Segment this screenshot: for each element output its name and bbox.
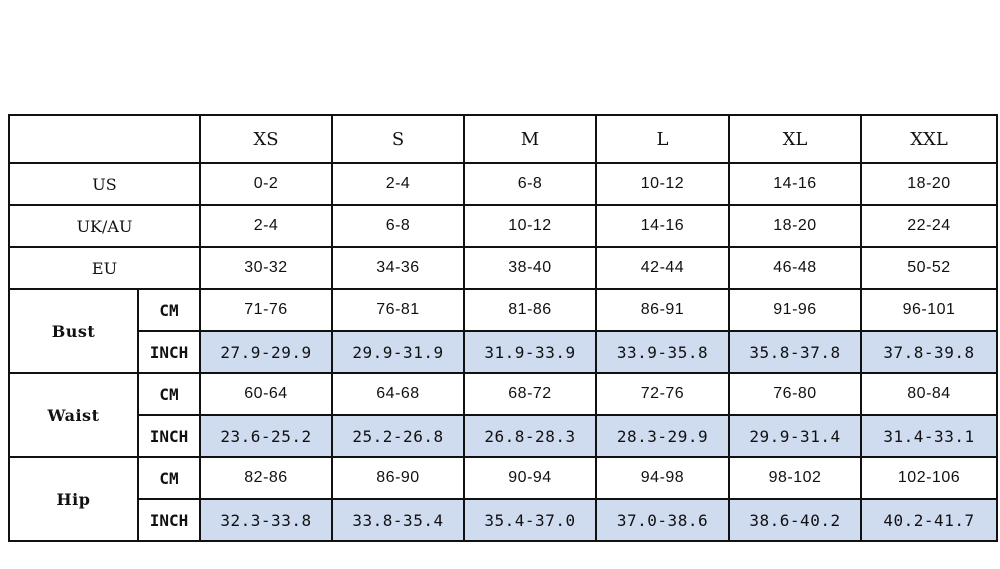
measurement-cm-row [9,457,997,499]
cm-value-cell: 90-94 [464,457,596,499]
region-row [9,247,997,289]
cm-value-cell: 94-98 [596,457,729,499]
region-size-cell: 6-8 [332,205,464,247]
region-size-cell: 18-20 [861,163,997,205]
region-size-cell: 34-36 [332,247,464,289]
inch-value-cell: 37.0-38.6 [596,499,729,541]
size-header-cell: XS [200,115,332,163]
cm-value-cell: 82-86 [200,457,332,499]
size-header-cell: M [464,115,596,163]
region-size-cell: 22-24 [861,205,997,247]
inch-value-cell: 27.9-29.9 [200,331,332,373]
cm-value-cell: 96-101 [861,289,997,331]
measurement-label: Waist [9,373,138,457]
measurement-inch-row [9,331,997,373]
unit-label-cm: CM [138,289,200,331]
cm-value-cell: 72-76 [596,373,729,415]
measurement-inch-row [9,499,997,541]
size-chart-table [8,114,998,542]
measurement-label: Bust [9,289,138,373]
size-header-cell: S [332,115,464,163]
size-header-cell: XL [729,115,861,163]
region-size-cell: 42-44 [596,247,729,289]
cm-value-cell: 80-84 [861,373,997,415]
cm-value-cell: 71-76 [200,289,332,331]
region-size-cell: 10-12 [596,163,729,205]
inch-value-cell: 40.2-41.7 [861,499,997,541]
inch-value-cell: 32.3-33.8 [200,499,332,541]
unit-label-inch: INCH [138,415,200,457]
region-size-cell: 2-4 [332,163,464,205]
cm-value-cell: 81-86 [464,289,596,331]
inch-value-cell: 29.9-31.9 [332,331,464,373]
cm-value-cell: 60-64 [200,373,332,415]
inch-value-cell: 38.6-40.2 [729,499,861,541]
measurement-label: Hip [9,457,138,541]
cm-value-cell: 98-102 [729,457,861,499]
measurement-inch-row [9,415,997,457]
unit-label-inch: INCH [138,331,200,373]
cm-value-cell: 64-68 [332,373,464,415]
region-size-cell: 46-48 [729,247,861,289]
cm-value-cell: 76-81 [332,289,464,331]
inch-value-cell: 26.8-28.3 [464,415,596,457]
measurement-cm-row [9,373,997,415]
unit-label-cm: CM [138,373,200,415]
size-chart-body [9,115,997,541]
region-size-cell: 14-16 [729,163,861,205]
inch-value-cell: 28.3-29.9 [596,415,729,457]
inch-value-cell: 31.9-33.9 [464,331,596,373]
region-label: UK/AU [9,205,200,247]
size-header-row [9,115,997,163]
size-header-cell: L [596,115,729,163]
region-label: US [9,163,200,205]
cm-value-cell: 86-91 [596,289,729,331]
inch-value-cell: 33.9-35.8 [596,331,729,373]
region-label: EU [9,247,200,289]
inch-value-cell: 25.2-26.8 [332,415,464,457]
inch-value-cell: 35.4-37.0 [464,499,596,541]
corner-cell [9,115,200,163]
cm-value-cell: 91-96 [729,289,861,331]
inch-value-cell: 29.9-31.4 [729,415,861,457]
cm-value-cell: 76-80 [729,373,861,415]
cm-value-cell: 102-106 [861,457,997,499]
region-row [9,205,997,247]
region-size-cell: 38-40 [464,247,596,289]
inch-value-cell: 35.8-37.8 [729,331,861,373]
region-size-cell: 0-2 [200,163,332,205]
region-size-cell: 50-52 [861,247,997,289]
region-size-cell: 10-12 [464,205,596,247]
region-size-cell: 18-20 [729,205,861,247]
unit-label-inch: INCH [138,499,200,541]
cm-value-cell: 86-90 [332,457,464,499]
region-size-cell: 30-32 [200,247,332,289]
region-size-cell: 14-16 [596,205,729,247]
size-header-cell: XXL [861,115,997,163]
inch-value-cell: 37.8-39.8 [861,331,997,373]
inch-value-cell: 23.6-25.2 [200,415,332,457]
region-size-cell: 6-8 [464,163,596,205]
measurement-cm-row [9,289,997,331]
inch-value-cell: 33.8-35.4 [332,499,464,541]
inch-value-cell: 31.4-33.1 [861,415,997,457]
cm-value-cell: 68-72 [464,373,596,415]
region-row [9,163,997,205]
region-size-cell: 2-4 [200,205,332,247]
unit-label-cm: CM [138,457,200,499]
